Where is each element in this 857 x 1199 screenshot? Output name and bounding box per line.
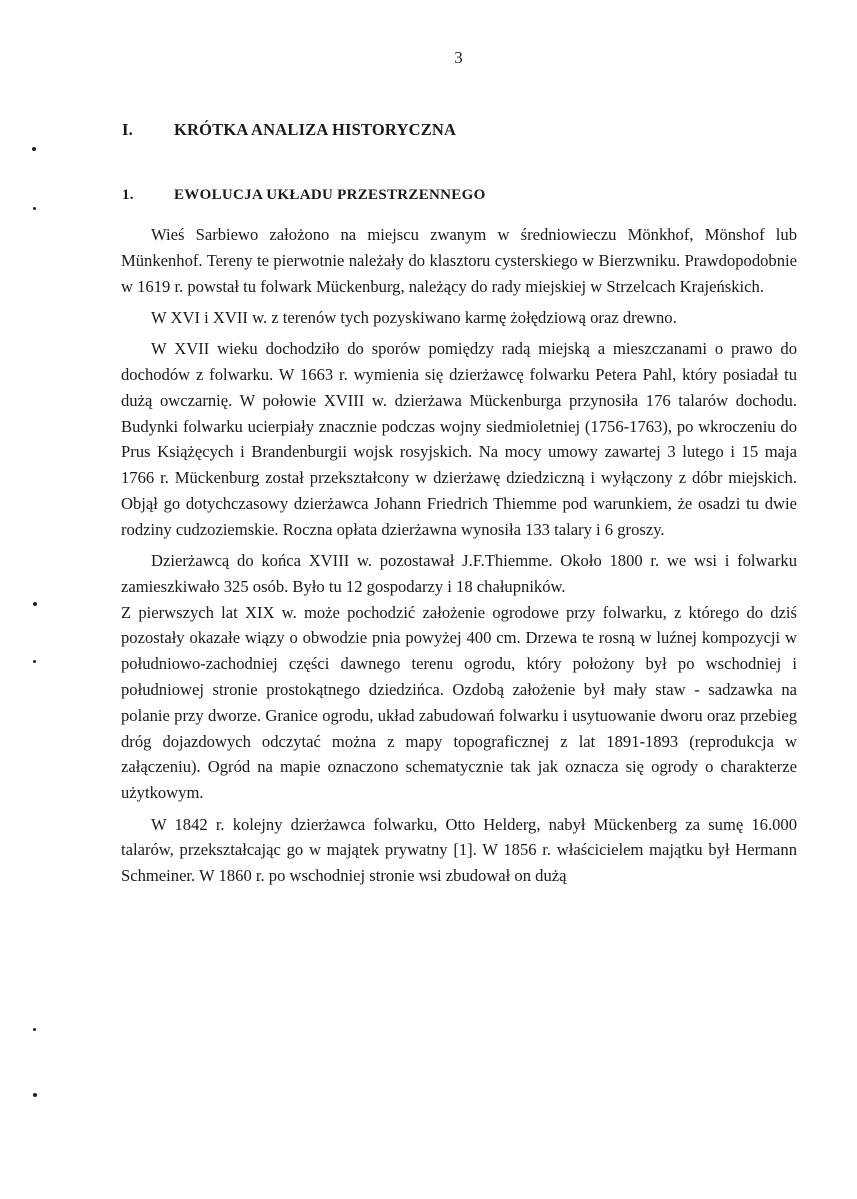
section-number: I. [122, 120, 133, 139]
subsection-title: EWOLUCJA UKŁADU PRZESTRZENNEGO [174, 187, 486, 203]
paragraph: Wieś Sarbiewo założono na miejscu zwanym w średniowieczu Mönkhof, Mönshof lub Münkenhof. Tereny te pierwotnie należały do klasztoru cysterskiego w Bierzwniku. Prawdopodobnie w 1619 r. powstał tu folwark Mückenburg, należący do rady miejskiej w Strzelcach Krajeńskich. [121, 225, 797, 296]
subsection-heading [122, 187, 486, 204]
scan-dot [33, 1093, 37, 1097]
paragraph: W XVII wieku dochodziło do sporów pomiędzy radą miejską a mieszczanami o prawo do dochodów z folwarku. W 1663 r. wymienia się dzierżawcę folwarku Petera Pahl, który posiadał tu dużą owczarnię. W połowie XVIII w. dzierżawa Mückenburga przynosiła 176 talarów dochodu. Budynki folwarku ucierpiały znacznie podczas wojny siedmioletniej (1756-1763), po wkroczeniu do Prus Książęcych i Brandenburgii wojsk rosyjskich. Na mocy umowy zawartej 3 lutego i 15 maja 1766 r. Mückenburg został przekształcony w dzierżawę dziedziczną i wyłączony z dóbr miejskich. Objął go dotychczasowy dzierżawca Johann Friedrich Thiemme pod warunkiem, że osadzi tu dwie rodziny cudzoziemskie. Roczna opłata dzierżawna wynosiła 133 talary i 6 groszy. [121, 339, 797, 539]
scan-dot [33, 1028, 36, 1031]
subsection-number: 1. [122, 187, 134, 203]
scan-dot [33, 207, 36, 210]
scan-dot [33, 660, 36, 663]
section-title: KRÓTKA ANALIZA HISTORYCZNA [174, 120, 457, 139]
paragraph: Z pierwszych lat XIX w. może pochodzić założenie ogrodowe przy folwarku, z którego do dziś pozostały okazałe wiązy o obwodzie pnia powyżej 400 cm. Drzewa te rosną w luźnej kompozycji w południowo-zachodniej części dawnego terenu ogrodu, który położony był po wschodniej i południowej stronie prostokątnego dziedzińca. Ozdobą założenie był mały staw - sadzawka na polanie przy dworze. Granice ogrodu, układ zabudowań folwarku i usytuowanie dworu oraz przebieg dróg dojazdowych odczytać można z mapy topograficznej z lat 1891-1893 (reprodukcja w załączeniu). Ogród na mapie oznaczono schematycznie tak jak oznacza się ogrody o charakterze użytkowym. [121, 602, 797, 803]
paragraph: Dzierżawcą do końca XVIII w. pozostawał J.F.Thiemme. Około 1800 r. we wsi i folwarku zamieszkiwało 325 osób. Było tu 12 gospodarzy i 18 chałupników. [121, 551, 797, 596]
scan-dot [32, 147, 36, 151]
page-number: 3 [454, 48, 463, 67]
paragraph: W 1842 r. kolejny dzierżawca folwarku, Otto Helderg, nabył Mückenberg za sumę 16.000 talarów, przekształcając go w majątek prywatny [1]. W 1856 r. właścicielem majątku był Hermann Schmeiner. W 1860 r. po wschodniej stronie wsi zbudował on dużą [121, 814, 797, 886]
scan-dot [33, 602, 37, 606]
body-text [121, 222, 797, 894]
paragraph: W XVI i XVII w. z terenów tych pozyskiwano karmę żołędziową oraz drewno. [151, 307, 677, 327]
section-heading [122, 120, 456, 140]
